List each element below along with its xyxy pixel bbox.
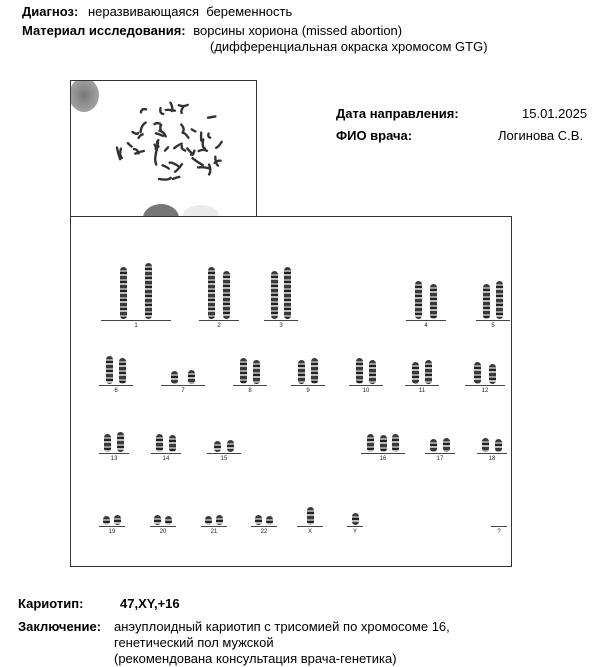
karyotype-value: 47,XY,+16 [120, 596, 180, 612]
karyogram-panel [70, 216, 512, 567]
pair-underline [99, 385, 133, 386]
chromosome-pair-13 [99, 423, 129, 463]
pair-label: 18 [477, 455, 507, 463]
chromosome-pair-x [297, 506, 323, 536]
pair-label: 15 [207, 455, 241, 463]
pair-label: 2 [199, 322, 239, 330]
metaphase-chromosome [160, 108, 163, 114]
referral-date-label: Дата направления: [336, 106, 459, 122]
pair-label: 21 [201, 528, 227, 536]
metaphase-chromosome [193, 158, 203, 165]
metaphase-chromosome [141, 123, 146, 133]
metaphase-chromosome [183, 133, 189, 138]
diagnosis-value: неразвивающаяся беременность [88, 4, 292, 19]
chromosome-pair-19 [99, 506, 125, 536]
metaphase-chromosome [208, 117, 215, 118]
chromosome [369, 360, 376, 384]
metaphase-chromosome [139, 134, 143, 138]
metaphase-chromosome [181, 107, 183, 113]
pair-label: 12 [465, 387, 505, 395]
pair-underline [201, 526, 227, 527]
chromosome [311, 358, 318, 384]
chromosome-pair-17 [425, 423, 455, 463]
pair-underline [405, 385, 439, 386]
interphase-nucleus [71, 81, 99, 112]
pair-label: 19 [99, 528, 125, 536]
pair-label: 1 [101, 322, 171, 330]
metaphase-chromosome [198, 167, 210, 168]
chromosome-pair-16 [361, 423, 405, 463]
chromosome [169, 435, 176, 452]
chromosome [271, 271, 278, 319]
chromosome [205, 516, 212, 525]
metaphase-chromosome [181, 125, 183, 132]
material-line1: ворсины хориона (missed abortion) [193, 23, 402, 38]
metaphase-chromosome [154, 123, 160, 124]
pair-label: 16 [361, 455, 405, 463]
chromosome-pair-4 [406, 250, 446, 330]
referral-date-value: 15.01.2025 [522, 106, 587, 122]
chromosome-pair-10 [349, 342, 383, 395]
chromosome [298, 360, 305, 384]
pair-underline [476, 320, 510, 321]
metaphase-chromosome [128, 143, 132, 147]
pair-underline [361, 453, 405, 454]
chromosome [117, 432, 124, 452]
diagnosis-label: Диагноз: [22, 4, 78, 19]
conclusion-line1: анэуплоидный кариотип с трисомией по хромосоме 16, [114, 619, 450, 635]
metaphase-chromosomes [117, 103, 222, 180]
chromosome [284, 267, 291, 319]
pair-label: 7 [161, 387, 205, 395]
chromosome [352, 513, 359, 525]
pair-underline [291, 385, 325, 386]
metaphase-chromosome [155, 154, 156, 165]
chromosome-pair-18 [477, 423, 507, 463]
chromosome [307, 507, 314, 525]
chromosome-pair-7 [161, 342, 205, 395]
karyotype-label: Кариотип: [18, 596, 83, 612]
chromosome [356, 358, 363, 384]
pair-underline [207, 453, 241, 454]
metaphase-chromosome [160, 125, 161, 131]
chromosome [495, 439, 502, 452]
pair-label: 22 [251, 528, 277, 536]
pair-label: 11 [405, 387, 439, 395]
pair-underline [264, 320, 298, 321]
pair-label: 8 [233, 387, 267, 395]
conclusion-line2: генетический пол мужской [114, 635, 274, 651]
chromosome [240, 358, 247, 384]
chromosome [103, 516, 110, 525]
chromosome [208, 267, 215, 319]
pair-underline [406, 320, 446, 321]
metaphase-chromosome [203, 140, 205, 149]
material-row [22, 23, 402, 39]
chromosome [255, 515, 262, 525]
chromosome [114, 515, 121, 525]
metaphase-chromosome [165, 147, 168, 150]
chromosome-pair-15 [207, 423, 241, 463]
pair-underline [233, 385, 267, 386]
pair-label: 3 [264, 322, 298, 330]
metaphase-image [70, 80, 257, 219]
pair-underline [151, 453, 181, 454]
material-line2: (дифференциальная окраска хромосом GTG) [210, 39, 488, 55]
chromosome [483, 284, 490, 319]
chromosome-pair-12 [465, 342, 505, 395]
pair-label: 4 [406, 322, 446, 330]
metaphase-chromosome [208, 134, 210, 138]
metaphase-chromosome [155, 145, 156, 149]
pair-label: ? [491, 528, 507, 536]
pair-label: 13 [99, 455, 129, 463]
chromosome [392, 434, 399, 452]
chromosome-pair-y [347, 506, 363, 536]
chromosome [367, 434, 374, 452]
pair-label: 10 [349, 387, 383, 395]
chromosome [253, 360, 260, 384]
chromosome [223, 271, 230, 319]
chromosome [120, 267, 127, 319]
chromosome [430, 284, 437, 319]
pair-underline [251, 526, 277, 527]
pair-underline [491, 526, 507, 527]
metaphase-chromosome [173, 177, 179, 179]
chromosome [214, 441, 221, 452]
chromosome [443, 438, 450, 452]
pair-underline [99, 526, 125, 527]
pair-label: 5 [476, 322, 510, 330]
doctor-value: Логинова С.В. [498, 128, 583, 144]
chromosome [425, 360, 432, 384]
chromosome-pair-3 [264, 250, 298, 330]
chromosome [104, 434, 111, 452]
chromosome-pair-20 [150, 506, 176, 536]
metaphase-chromosome [192, 129, 196, 131]
pair-underline [99, 453, 129, 454]
metaphase-chromosome [216, 142, 222, 148]
chromosome [119, 358, 126, 384]
metaphase-chromosome [170, 163, 180, 168]
chromosome [412, 362, 419, 384]
chromosome [496, 281, 503, 319]
chromosome-pair-9 [291, 342, 325, 395]
metaphase-chromosome [215, 161, 221, 163]
pair-label: X [297, 528, 323, 536]
pair-underline [150, 526, 176, 527]
chromosome [474, 362, 481, 384]
pair-underline [477, 453, 507, 454]
pair-label: Y [347, 528, 363, 536]
conclusion-line3: (рекомендована консультация врача-генетика) [114, 651, 397, 667]
chromosome-pair-unknown [491, 506, 507, 536]
metaphase-chromosome [159, 178, 171, 180]
chromosome-pair-1 [101, 250, 171, 330]
chromosome-pair-6 [99, 342, 133, 395]
metaphase-chromosome [163, 165, 169, 168]
pair-underline [425, 453, 455, 454]
metaphase-spread-graphic [71, 81, 256, 218]
chromosome [156, 434, 163, 452]
material-label: Материал исследования: [22, 23, 186, 38]
metaphase-chromosome [156, 133, 163, 136]
chromosome [106, 356, 113, 384]
metaphase-chromosome [182, 146, 186, 151]
chromosome [154, 515, 161, 525]
chromosome [145, 263, 152, 319]
chromosome-pair-2 [199, 250, 239, 330]
pair-label: 20 [150, 528, 176, 536]
chromosome [216, 515, 223, 525]
chromosome-pair-11 [405, 342, 439, 395]
pair-underline [349, 385, 383, 386]
chromosome [489, 364, 496, 384]
chromosome-pair-21 [201, 506, 227, 536]
diagnosis-row [22, 4, 292, 20]
pair-label: 14 [151, 455, 181, 463]
conclusion-label: Заключение: [18, 619, 101, 635]
doctor-label: ФИО врача: [336, 128, 412, 144]
chromosome [430, 439, 437, 452]
chromosome-pair-5 [476, 250, 510, 330]
metaphase-chromosome [133, 132, 139, 134]
chromosome-pair-22 [251, 506, 277, 536]
chromosome-pair-8 [233, 342, 267, 395]
metaphase-chromosome [199, 150, 207, 151]
chromosome-pair-14 [151, 423, 181, 463]
chromosome [171, 371, 178, 384]
chromosome [188, 370, 195, 384]
chromosome [380, 435, 387, 452]
chromosome [266, 516, 273, 525]
metaphase-chromosome [141, 109, 146, 112]
pair-underline [347, 526, 363, 527]
chromosome [227, 440, 234, 452]
chromosome [165, 516, 172, 525]
pair-underline [465, 385, 505, 386]
pair-underline [101, 320, 171, 321]
chromosome [415, 281, 422, 319]
pair-label: 9 [291, 387, 325, 395]
pair-underline [161, 385, 205, 386]
pair-underline [199, 320, 239, 321]
pair-label: 6 [99, 387, 133, 395]
pair-underline [297, 526, 323, 527]
pair-label: 17 [425, 455, 455, 463]
chromosome [482, 438, 489, 452]
